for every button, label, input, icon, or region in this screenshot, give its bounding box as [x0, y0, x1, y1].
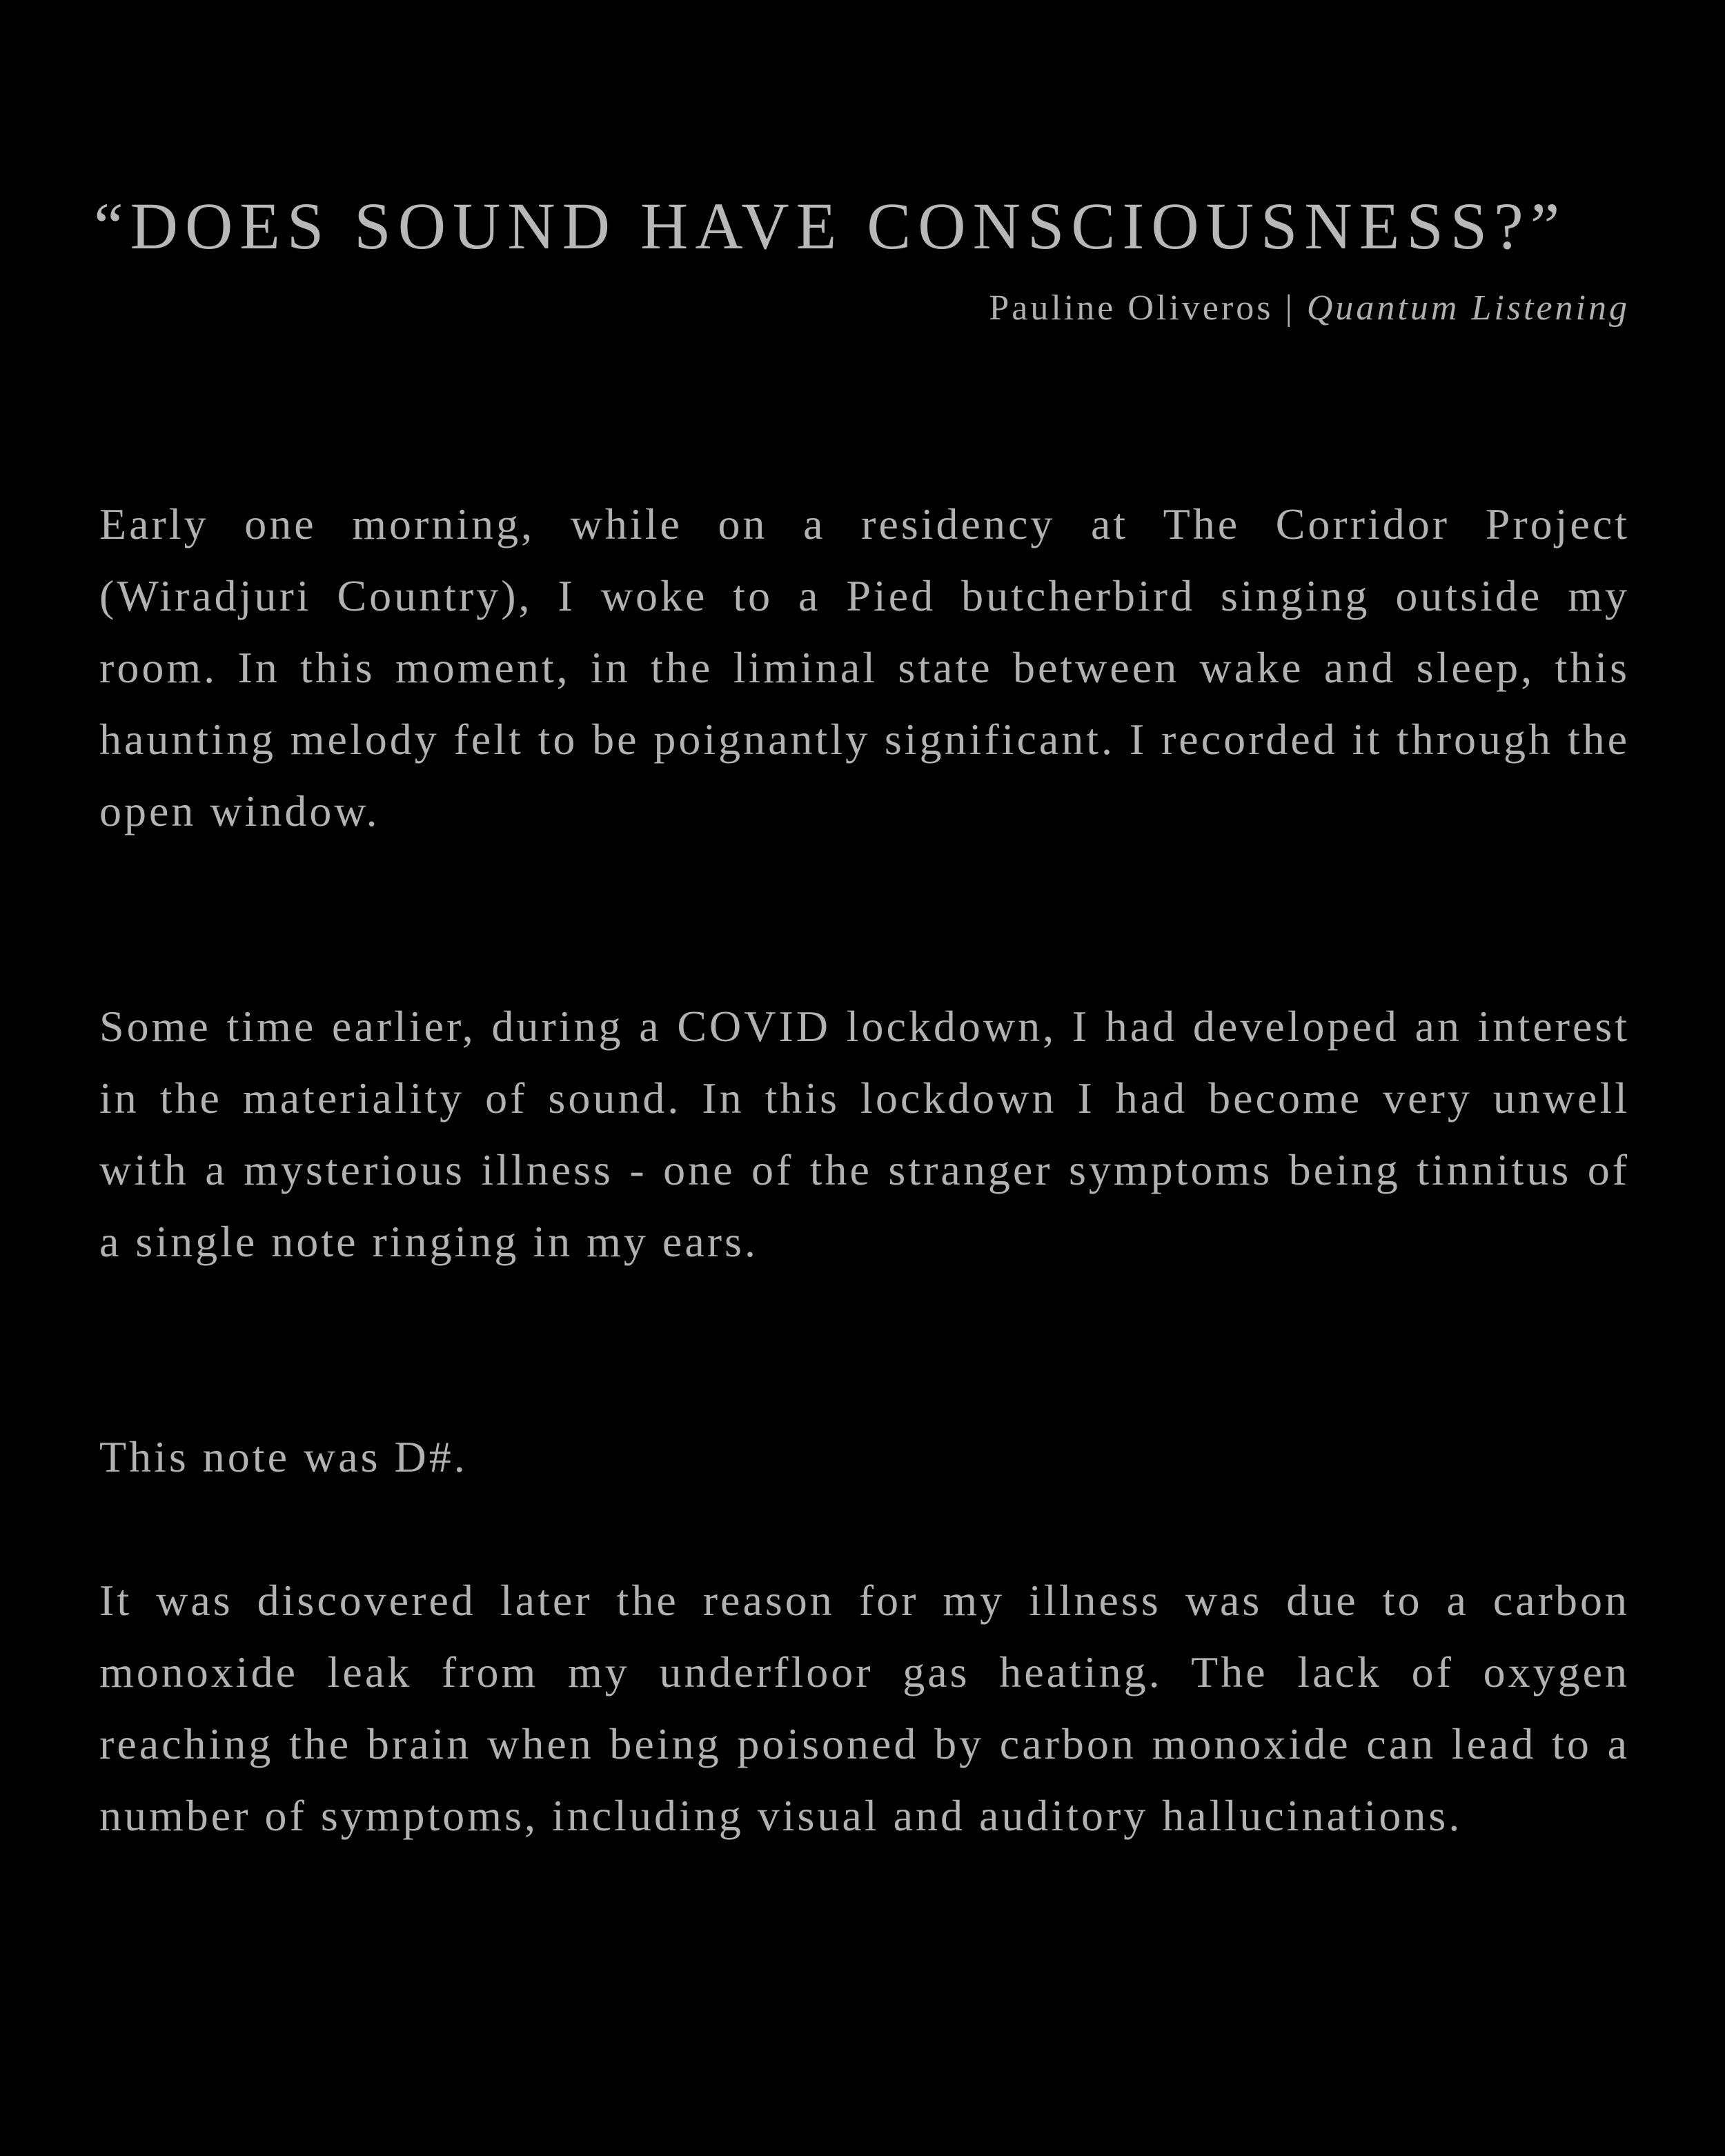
body-paragraph-1: Early one morning, while on a residency at The Corridor Project (Wiradjuri Country), I woke to a Pied butcherbird singing outside my room. In this moment, in the liminal state between wake and sleep, this haunting melody felt to be poignantly significant. I recorded it through the open window.	[99, 500, 1630, 835]
body-paragraph-3: This note was D#.	[99, 1432, 468, 1481]
attribution-separator: |	[1273, 288, 1307, 328]
attribution-author: Pauline Oliveros	[989, 288, 1274, 328]
quote-attribution	[989, 284, 1630, 333]
body-paragraph-2: Some time earlier, during a COVID lockdown, I had developed an interest in the materiality of sound. In this lockdown I had become very unwell with a mysterious illness - one of the stranger symptoms being tinnitus of a single note ringing in my ears.	[99, 1002, 1630, 1266]
body-paragraph-4: It was discovered later the reason for my illness was due to a carbon monoxide leak from my underfloor gas heating. The lack of oxygen reaching the brain when being poisoned by carbon monoxide can lead to a number of symptoms, including visual and auditory hallucinations.	[99, 1576, 1630, 1840]
page-title: “DOES SOUND HAVE CONSCIOUSNESS?”	[94, 189, 1567, 263]
document-page	[94, 0, 1630, 2156]
attribution-work: Quantum Listening	[1306, 288, 1630, 328]
